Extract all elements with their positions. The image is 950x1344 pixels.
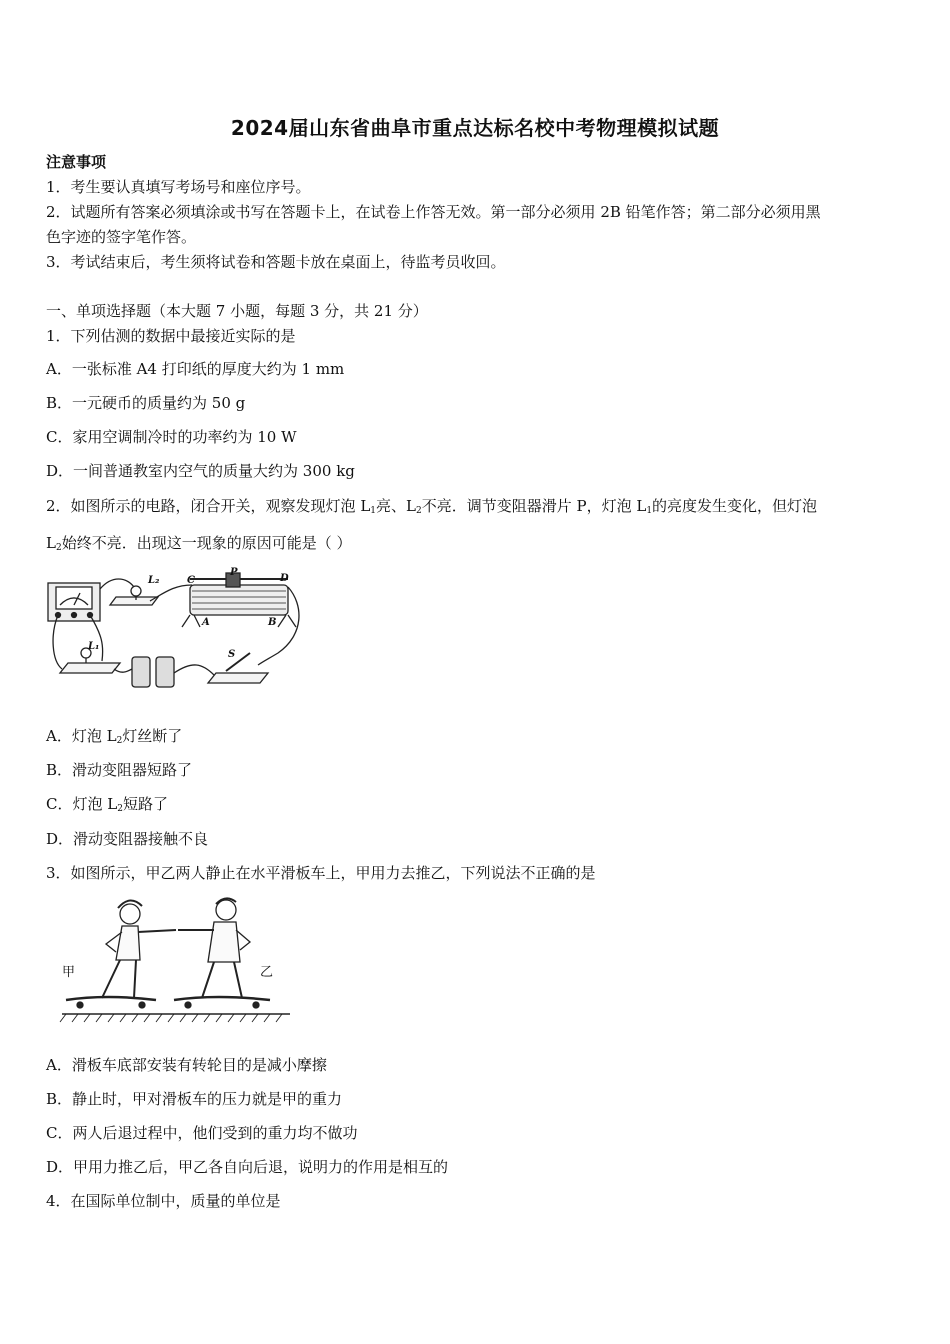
rheostat-legs bbox=[182, 615, 296, 627]
q2-option-d: D．滑动变阻器接触不良 bbox=[46, 830, 209, 848]
q1-option-c: C．家用空调制冷时的功率约为 10 W bbox=[46, 428, 297, 446]
q3-option-d: D．甲用力推乙后，甲乙各自向后退，说明力的作用是相互的 bbox=[46, 1158, 449, 1176]
notice-item-3: 3．考试结束后，考生须将试卷和答题卡放在桌面上，待监考员收回。 bbox=[46, 253, 506, 271]
jia-arm bbox=[138, 930, 176, 932]
yi-board bbox=[174, 997, 270, 1000]
q1-option-b: B．一元硬币的质量约为 50 g bbox=[46, 394, 246, 412]
jia-head bbox=[120, 904, 140, 924]
skateboard-figure bbox=[56, 890, 296, 1030]
q2-option-a: A．灯泡 $L_2$灯丝断了 bbox=[46, 727, 183, 746]
q3-option-b: B．静止时，甲对滑板车的压力就是甲的重力 bbox=[46, 1090, 343, 1108]
wire-7 bbox=[114, 669, 132, 672]
notice-item-2-cont: 色字迹的签字笔作答。 bbox=[46, 228, 197, 246]
label-s: S bbox=[228, 649, 236, 660]
q2-stem-cont: $L_2$始终不亮．出现这一现象的原因可能是（ ） bbox=[46, 534, 352, 553]
label-jia: 甲 bbox=[62, 965, 76, 980]
notice-item-1: 1．考生要认真填写考场号和座位序号。 bbox=[46, 178, 311, 196]
q3-option-c: C．两人后退过程中，他们受到的重力均不做功 bbox=[46, 1124, 358, 1142]
q1-stem: 1．下列估测的数据中最接近实际的是 bbox=[46, 327, 296, 345]
label-l2: L₂ bbox=[148, 575, 160, 586]
label-c: C bbox=[187, 575, 195, 586]
q1-option-a: A．一张标准 A4 打印纸的厚度大约为 1 mm bbox=[46, 360, 345, 378]
q1-option-d: D．一间普通教室内空气的质量大约为 300 kg bbox=[46, 462, 355, 480]
ground-hatch bbox=[60, 1014, 282, 1022]
yi-head bbox=[216, 900, 236, 920]
l1-board bbox=[60, 663, 120, 673]
wire-2 bbox=[53, 615, 62, 669]
switch-board bbox=[208, 673, 268, 683]
section-heading: 一、单项选择题（本大题 7 小题，每题 3 分，共 21 分） bbox=[46, 302, 428, 320]
wire-1 bbox=[90, 615, 103, 661]
q4-stem: 4．在国际单位制中，质量的单位是 bbox=[46, 1192, 281, 1210]
notice-heading: 注意事项 bbox=[46, 153, 107, 171]
jia-body bbox=[116, 926, 140, 960]
wire-3 bbox=[100, 579, 134, 589]
label-p: P bbox=[230, 567, 238, 578]
q3-option-a: A．滑板车底部安装有转轮目的是减小摩擦 bbox=[46, 1056, 327, 1074]
yi-legs bbox=[202, 962, 242, 998]
q2-option-c: C．灯泡 $L_2$短路了 bbox=[46, 795, 168, 814]
page-title: 2024届山东省曲阜市重点达标名校中考物理模拟试题 bbox=[230, 116, 720, 140]
yi-body bbox=[208, 922, 240, 962]
q3-stem: 3．如图所示，甲乙两人静止在水平滑板车上，甲用力去推乙，下列说法不正确的是 bbox=[46, 864, 596, 882]
battery-1 bbox=[132, 657, 150, 687]
label-b: B bbox=[268, 617, 277, 628]
label-a: A bbox=[202, 617, 210, 628]
battery-2 bbox=[156, 657, 174, 687]
q2-stem: 2．如图所示的电路，闭合开关，观察发现灯泡 $L_1$亮、$L_2$不亮．调节变阻器滑片 P，灯泡 $L_1$的亮度发生变化，但灯泡 bbox=[46, 497, 818, 516]
jia-legs bbox=[102, 960, 136, 998]
label-yi: 乙 bbox=[260, 965, 274, 980]
circuit-figure bbox=[42, 565, 312, 695]
wire-6 bbox=[174, 665, 214, 675]
label-d: D bbox=[280, 573, 289, 584]
rheostat-body bbox=[190, 585, 288, 615]
notice-item-2: 2．试题所有答案必须填涂或书写在答题卡上，在试卷上作答无效。第一部分必须用 2B 铅笔作答；第二部分必须用黑 bbox=[46, 203, 821, 221]
jia-board bbox=[66, 997, 156, 1000]
q2-option-b: B．滑动变阻器短路了 bbox=[46, 761, 193, 779]
l2-bulb bbox=[131, 586, 141, 596]
label-l1: L₁ bbox=[88, 641, 100, 652]
